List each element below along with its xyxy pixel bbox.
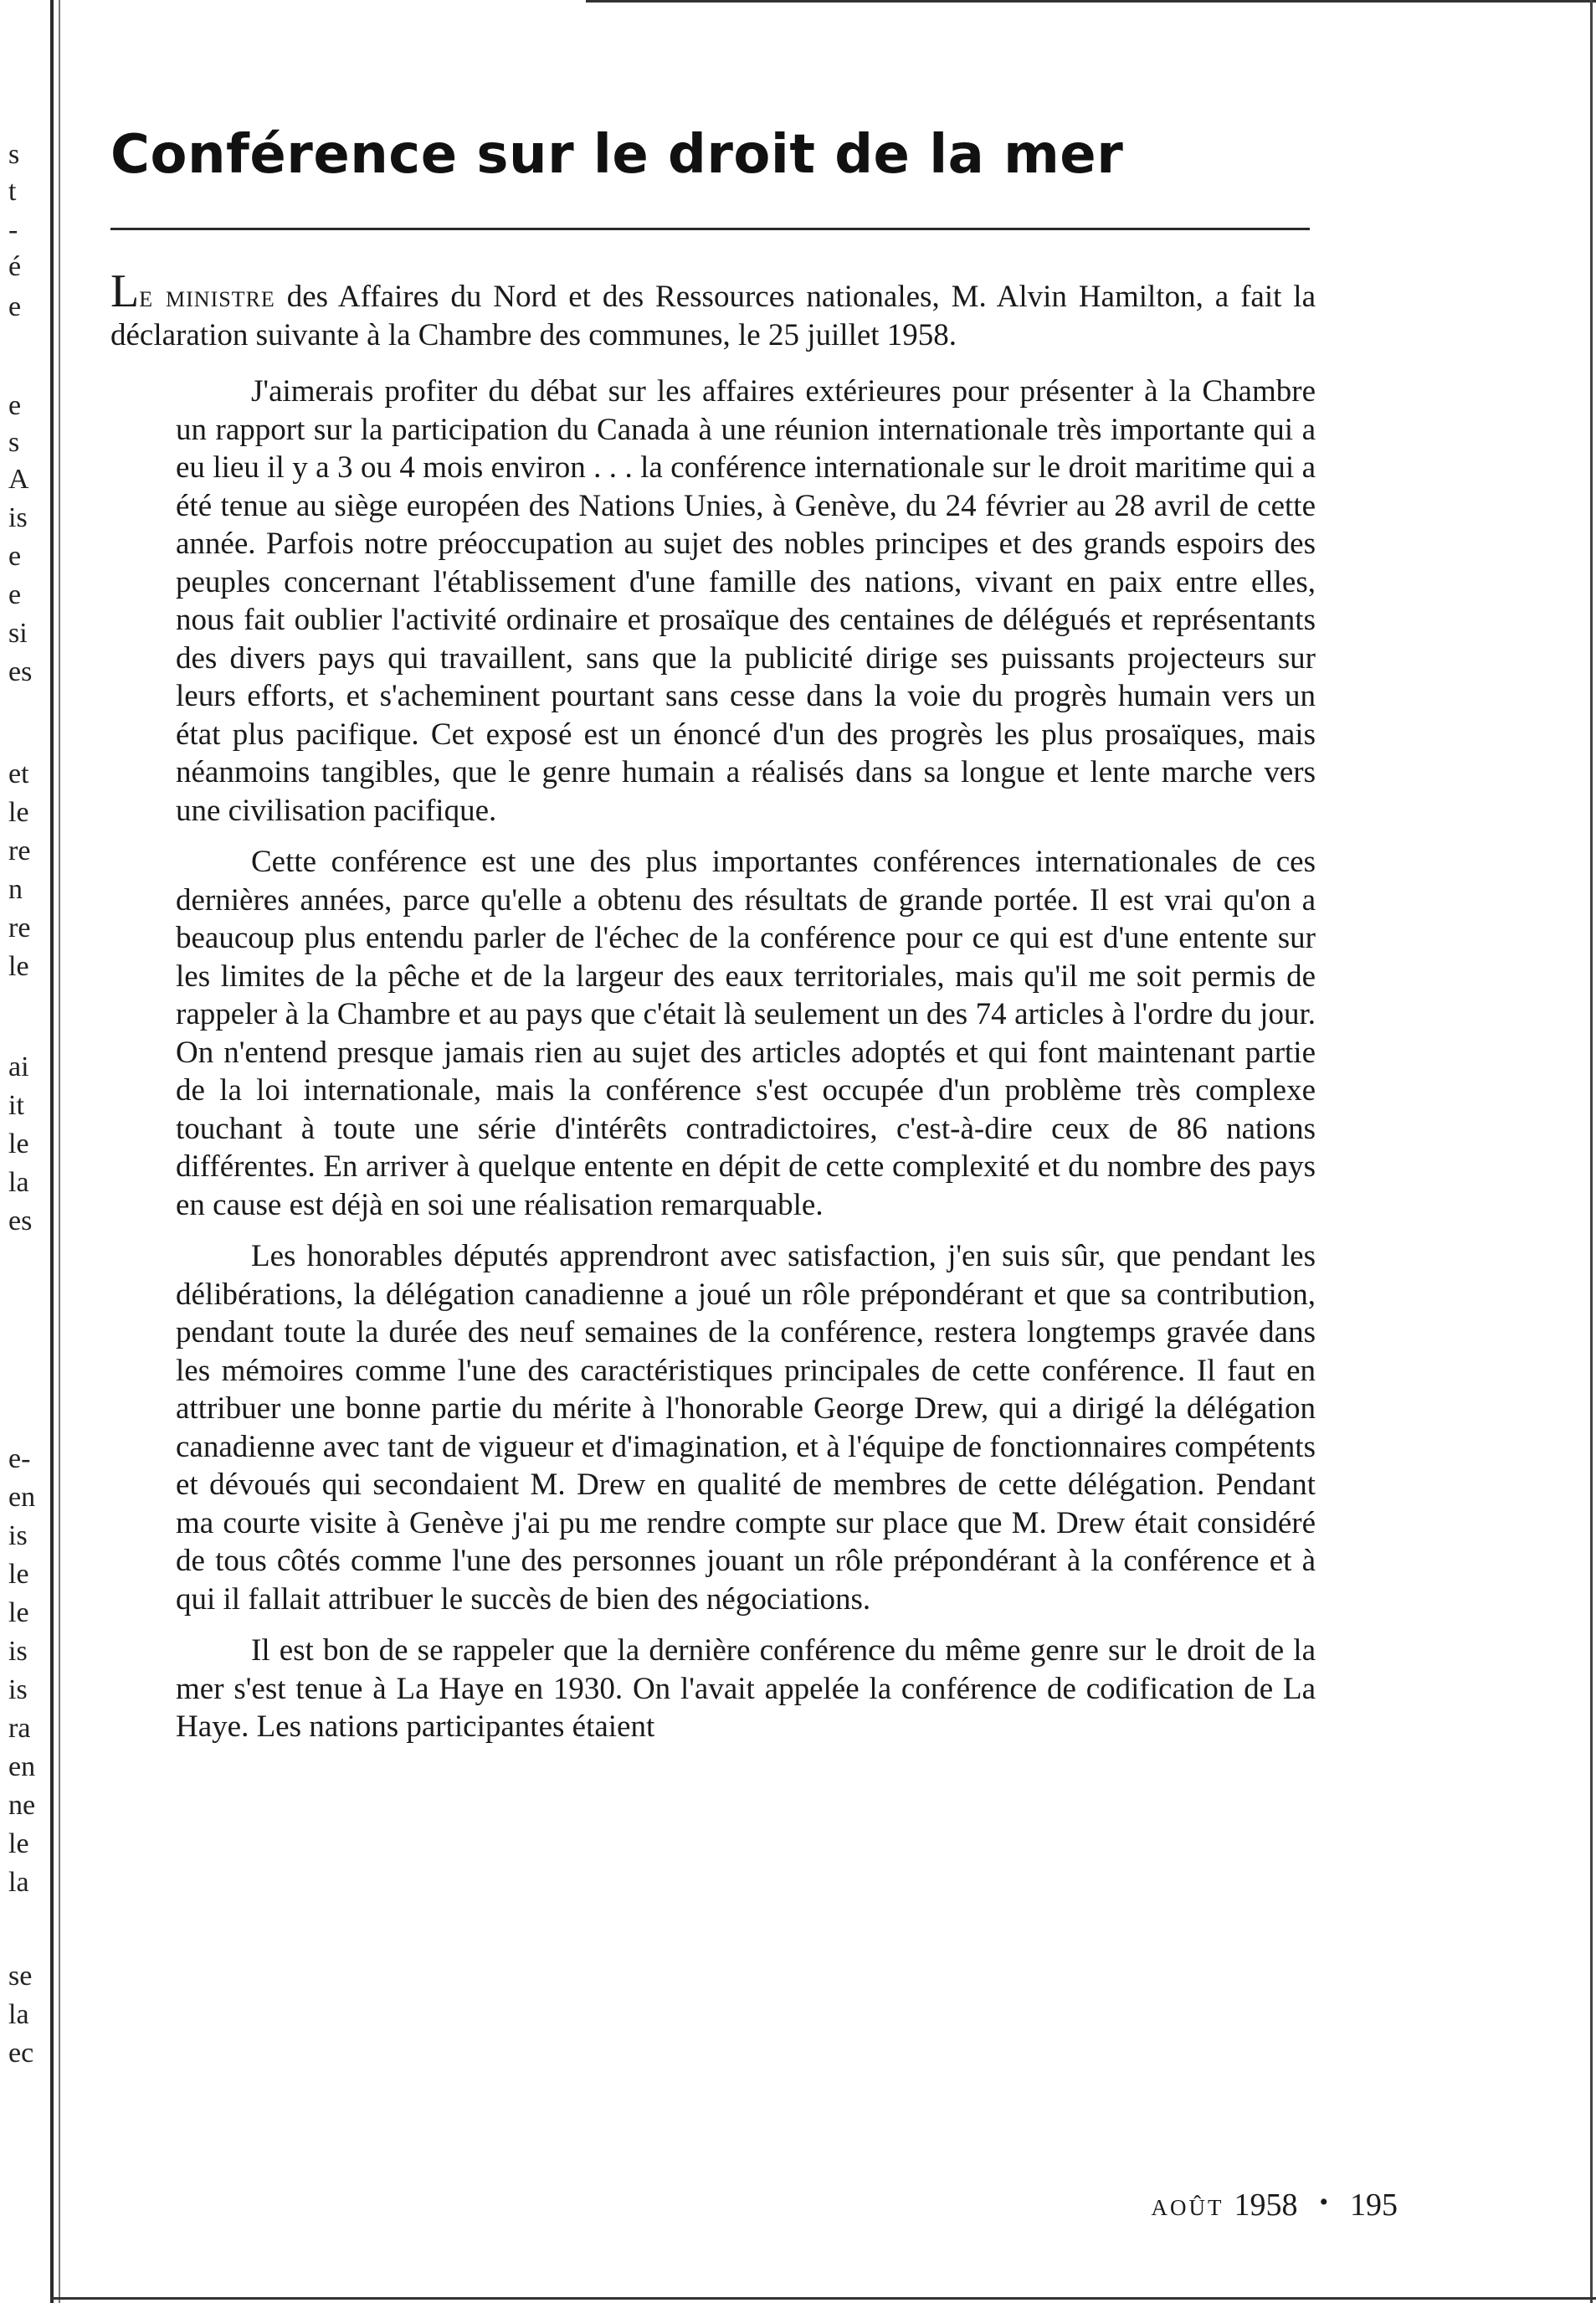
- page-footer: [921, 2187, 1398, 2223]
- footer-year: 1958: [1234, 2187, 1298, 2223]
- margin-fragment: e: [8, 541, 22, 572]
- margin-fragment: ec: [8, 2038, 34, 2069]
- margin-fragment: n: [8, 874, 23, 905]
- quoted-paragraph: Il est bon de se rappeler que la dernière conférence du même genre sur le droit de la mer s'est tenue à La Haye en 1930. On l'avait appelée la conférence de codification de La Haye. Les nations participantes étaient: [176, 1633, 1316, 1744]
- margin-fragment: le: [8, 1828, 29, 1859]
- margin-fragment: e: [8, 579, 22, 610]
- margin-fragment: es: [8, 1205, 33, 1236]
- margin-fragment: et: [8, 758, 29, 789]
- footer-separator: •: [1319, 2188, 1328, 2216]
- margin-fragment: is: [8, 1636, 28, 1667]
- margin-fragment: t: [8, 176, 17, 207]
- page-gutter-edge: [50, 0, 54, 2303]
- margin-fragment: le: [8, 797, 29, 828]
- margin-fragment: si: [8, 618, 28, 649]
- margin-fragment: le: [8, 1597, 29, 1628]
- quoted-paragraph: J'aimerais profiter du débat sur les affaires extérieures pour présenter à la Chambre un rapport sur la participation du Canada à une réunion internationale très importante qui a eu lieu il y a 3 ou 4 mois environ . . . la conférence internationale sur le droit maritime qui a été tenue au siège européen des Nations Unies, à Genève, du 24 février au 28 avril de cette année. Parfois notre préoccupation au sujet des nobles principes et des grands espoirs des peuples concernant l'établissement d'une famille des nations, vivant en paix entre elles, nous fait oublier l'activité ordinaire et prosaïque des centaines de délégués et représentants des divers pays qui travaillent, sans que la publicité dirige ses puissants projecteurs sur leurs efforts, et s'acheminent pourtant sans cesse dans la voie du progrès humain vers un état plus pacifique. Cet exposé est un énoncé d'un des progrès les plus prosaïques, mais néanmoins tangibles, que le genre humain a réalisés dans sa longue et lente marche vers une civilisation pacifique.: [176, 374, 1316, 828]
- margin-fragment: s: [8, 139, 20, 170]
- margin-fragment: en: [8, 1482, 36, 1513]
- scan-top-edge: [586, 0, 1596, 3]
- margin-fragment: is: [8, 1520, 28, 1551]
- article-title: Conférence sur le droit de la mer: [110, 124, 1124, 186]
- margin-fragment: en: [8, 1751, 36, 1782]
- scan-bottom-edge: [50, 2297, 1596, 2300]
- quoted-paragraph: Cette conférence est une des plus importantes conférences internationales de ces dernières années, parce qu'elle a obtenu des résultats de grande portée. Il est vrai qu'on a beaucoup plus entendu parler de l'échec de la conférence pour ce qui est d'une entente sur les limites de la pêche et de la largeur des eaux territoriales, mais qu'il me soit permis de rappeler à la Chambre et au pays que c'était là seulement un des 74 articles à l'ordre du jour. On n'entend presque jamais rien au sujet des articles adoptés et qui font maintenant partie de la loi internationale, mais la conférence s'est occupée d'un problème très complexe touchant à toute une série d'intérêts contradictoires, c'est-à-dire ceux de 86 nations différentes. En arriver à quelque entente en dépit de cette complexité et du nombre des pays en cause est déjà en soi une réalisation remarquable.: [176, 845, 1316, 1222]
- margin-fragment: se: [8, 1961, 33, 1992]
- margin-fragment: is: [8, 502, 28, 533]
- margin-fragment: e-: [8, 1443, 31, 1474]
- margin-fragment: la: [8, 1167, 29, 1198]
- margin-fragment: la: [8, 1867, 29, 1898]
- scan-right-edge: [1590, 0, 1593, 2303]
- page-number: 195: [1350, 2187, 1398, 2223]
- margin-fragment: le: [8, 1559, 29, 1590]
- margin-fragment: re: [8, 912, 31, 943]
- margin-fragment: ra: [8, 1713, 31, 1744]
- margin-fragment: le: [8, 951, 29, 982]
- quoted-paragraph: Les honorables députés apprendront avec satisfaction, j'en suis sûr, que pendant les délibérations, la délégation canadienne a joué un rôle prépondérant et que sa contribution, pendant toute la durée des neuf semaines de la conférence, restera longtemps gravée dans les mémoires comme l'une des caractéristiques principales de cette conférence. Il faut en attribuer une bonne partie du mérite à l'honorable George Drew, qui a dirigé la délégation canadienne avec tant de vigueur et d'imagination, et à l'équipe de fonctionnaires compétents et dévoués qui secondaient M. Drew en qualité de membres de cette délégation. Pendant ma courte visite à Genève j'ai pu me rendre compte sur place que M. Drew était considéré de tous côtés comme l'une des personnes jouant un rôle prépondérant à la conférence et à qui il fallait attribuer le succès de bien des négociations.: [176, 1239, 1316, 1617]
- intro-smallcaps: e ministre: [139, 280, 275, 314]
- margin-fragment: e: [8, 390, 22, 421]
- margin-fragment: e: [8, 291, 22, 322]
- margin-fragment: ai: [8, 1051, 29, 1082]
- margin-fragment: is: [8, 1674, 28, 1705]
- intro-text: des Affaires du Nord et des Ressources nationales, M. Alvin Hamilton, a fait la déclaration suivante à la Chambre des communes, le 25 juillet 1958.: [110, 280, 1316, 352]
- margin-fragment: A: [8, 464, 29, 495]
- title-divider: [110, 228, 1310, 230]
- intro-paragraph: [110, 265, 1316, 354]
- adjacent-page-fragments: [0, 0, 47, 2303]
- margin-fragment: es: [8, 656, 33, 687]
- intro-initial: L: [110, 265, 140, 317]
- margin-fragment: é: [8, 251, 22, 282]
- margin-fragment: re: [8, 835, 31, 866]
- margin-fragment: s: [8, 427, 20, 458]
- page-gutter-shadow: [59, 0, 60, 2303]
- article-body: [110, 265, 1316, 1760]
- margin-fragment: la: [8, 1999, 29, 2030]
- margin-fragment: le: [8, 1128, 29, 1159]
- footer-month: août: [1151, 2187, 1224, 2223]
- margin-fragment: it: [8, 1090, 24, 1121]
- margin-fragment: -: [8, 214, 18, 245]
- margin-fragment: ne: [8, 1790, 36, 1821]
